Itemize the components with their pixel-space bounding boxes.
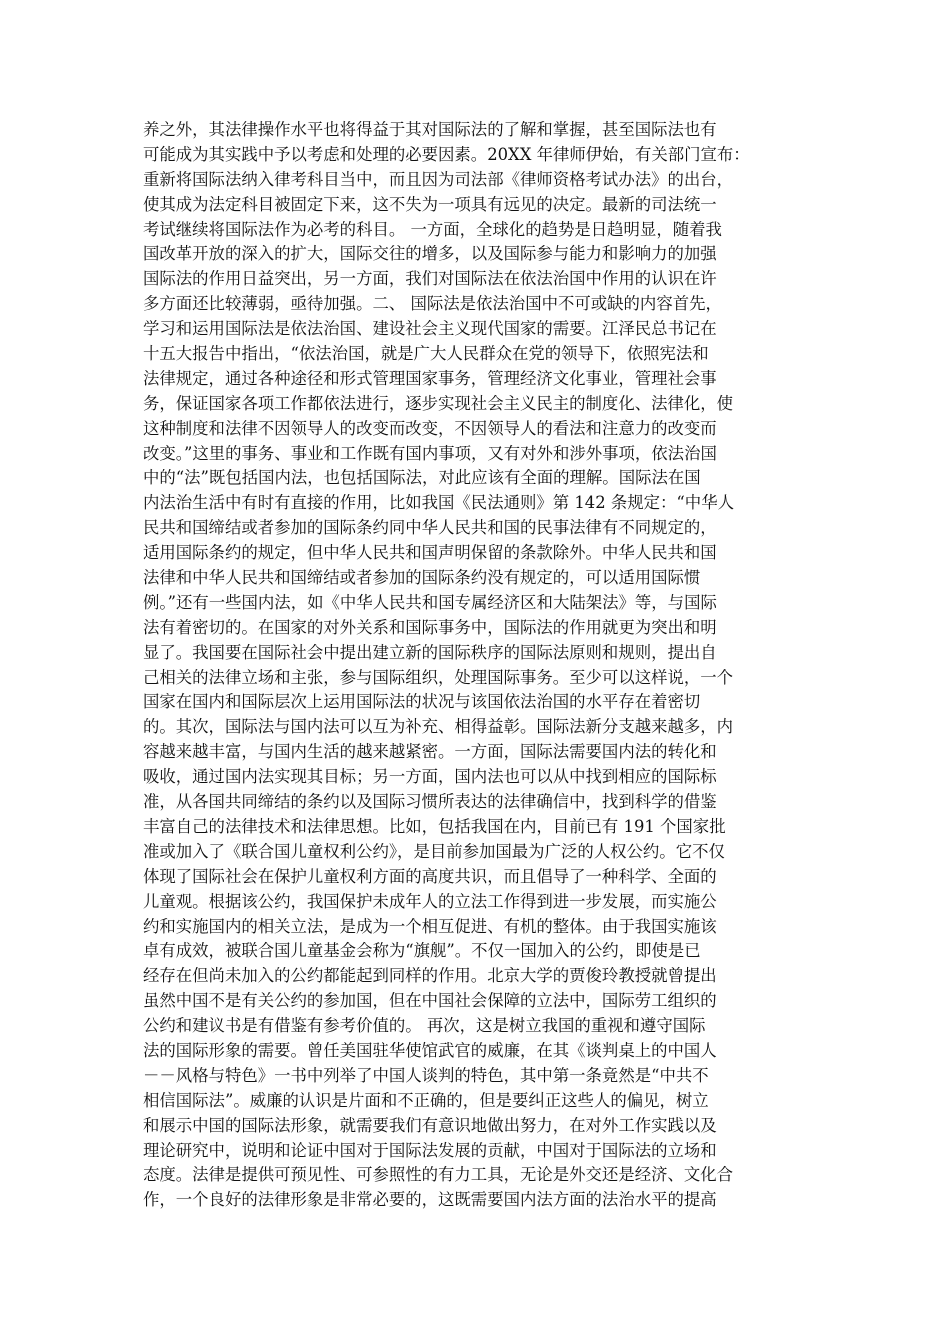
- text-line: 己相关的法律立场和主张，参与国际组织，处理国际事务。至少可以这样说，一个: [143, 667, 734, 687]
- text-line: 卓有成效，被联合国儿童基金会称为“旗舰”。不仅一国加入的公约，即使是已: [143, 941, 701, 961]
- text-line: 的。其次，国际法与国内法可以互为补充、相得益彰。国际法新分支越来越多，内: [143, 717, 734, 737]
- text-line: 吸收，通过国内法实现其目标；另一方面，国内法也可以从中找到相应的国际标: [143, 767, 717, 787]
- text-line: 和展示中国的国际法形象，就需要我们有意识地做出努力，在对外工作实践以及: [143, 1115, 717, 1135]
- text-line: 体现了国际社会在保护儿童权利方面的高度共识，而且倡导了一种科学、全面的: [143, 866, 717, 886]
- text-line: 内法治生活中有时有直接的作用，比如我国《民法通则》第 142 条规定：“中华人: [143, 493, 734, 513]
- text-line: 十五大报告中指出，“依法治国，就是广大人民群众在党的领导下，依照宪法和: [143, 344, 709, 364]
- text-line: 儿童观。根据该公约，我国保护未成年人的立法工作得到进一步发展，而实施公: [143, 891, 717, 911]
- text-line: 态度。法律是提供可预见性、可参照性的有力工具，无论是外交还是经济、文化合: [143, 1165, 734, 1185]
- text-line: 多方面还比较薄弱，亟待加强。二、 国际法是依法治国中不可或缺的内容首先，: [143, 294, 722, 314]
- text-line: 中的“法”既包括国内法，也包括国际法，对此应该有全面的理解。国际法在国: [143, 468, 701, 488]
- text-line: 务，保证国家各项工作都依法进行，逐步实现社会主义民主的制度化、法律化，使: [143, 393, 734, 413]
- text-line: 国改革开放的深入的扩大，国际交往的增多，以及国际参与能力和影响力的加强: [143, 244, 717, 264]
- text-line: －－风格与特色》一书中列举了中国人谈判的特色，其中第一条竟然是“中共不: [143, 1065, 709, 1085]
- text-line: 理论研究中，说明和论证中国对于国际法发展的贡献，中国对于国际法的立场和: [143, 1140, 717, 1160]
- text-line: 容越来越丰富，与国内生活的越来越紧密。一方面，国际法需要国内法的转化和: [143, 742, 717, 762]
- text-line: 法有着密切的。在国家的对外关系和国际事务中，国际法的作用就更为突出和明: [143, 617, 717, 637]
- text-line: 准，从各国共同缔结的条约以及国际习惯所表达的法律确信中，找到科学的借鉴: [143, 792, 717, 812]
- text-line: 法的国际形象的需要。曾任美国驻华使馆武官的威廉，在其《谈判桌上的中国人: [143, 1040, 717, 1060]
- text-line: 重新将国际法纳入律考科目当中，而且因为司法部《律师资格考试办法》的出台，: [143, 169, 734, 189]
- text-line: 法律规定，通过各种途径和形式管理国家事务，管理经济文化事业，管理社会事: [143, 368, 717, 388]
- text-line: 经存在但尚未加入的公约都能起到同样的作用。北京大学的贾俊玲教授就曾提出: [143, 966, 717, 986]
- text-line: 考试继续将国际法作为必考的科目。 一方面，全球化的趋势是日趋明显，随着我: [143, 219, 722, 239]
- text-line: 适用国际条约的规定，但中华人民共和国声明保留的条款除外。中华人民共和国: [143, 543, 717, 563]
- text-line: 丰富自己的法律技术和法律思想。比如，包括我国在内，目前已有 191 个国家批: [143, 816, 726, 836]
- text-line: 国家在国内和国际层次上运用国际法的状况与该国依法治国的水平存在着密切: [143, 692, 701, 712]
- text-line: 民共和国缔结或者参加的国际条约同中华人民共和国的民事法律有不同规定的，: [143, 518, 717, 538]
- text-line: 准或加入了《联合国儿童权利公约》，是目前参加国最为广泛的人权公约。它不仅: [143, 841, 725, 861]
- body-text: [143, 118, 815, 1213]
- text-line: 约和实施国内的相关立法，是成为一个相互促进、有机的整体。由于我国实施该: [143, 916, 717, 936]
- text-line: 学习和运用国际法是依法治国、建设社会主义现代国家的需要。江泽民总书记在: [143, 319, 717, 339]
- text-line: 国际法的作用日益突出，另一方面，我们对国际法在依法治国中作用的认识在许: [143, 269, 717, 289]
- text-line: 相信国际法”。威廉的认识是片面和不正确的，但是要纠正这些人的偏见，树立: [143, 1090, 709, 1110]
- text-line: 显了。我国要在国际社会中提出建立新的国际秩序的国际法原则和规则，提出自: [143, 642, 717, 662]
- text-line: 虽然中国不是有关公约的参加国，但在中国社会保障的立法中，国际劳工组织的: [143, 991, 717, 1011]
- text-line: 例。”还有一些国内法，如《中华人民共和国专属经济区和大陆架法》等，与国际: [143, 592, 717, 612]
- text-line: 公约和建议书是有借鉴有参考价值的。 再次，这是树立我国的重视和遵守国际: [143, 1016, 706, 1036]
- text-line: 法律和中华人民共和国缔结或者参加的国际条约没有规定的，可以适用国际惯: [143, 568, 701, 588]
- text-line: 养之外，其法律操作水平也将得益于其对国际法的了解和掌握，甚至国际法也有: [143, 120, 717, 139]
- text-line: 可能成为其实践中予以考虑和处理的必要因素。20XX 年律师伊始，有关部门宣布：: [143, 144, 750, 164]
- text-line: 使其成为法定科目被固定下来，这不失为一项具有远见的决定。最新的司法统一: [143, 194, 717, 214]
- text-line: 改变。”这里的事务、事业和工作既有国内事项，又有对外和涉外事项，依法治国: [143, 443, 717, 463]
- text-line: 作，一个良好的法律形象是非常必要的，这既需要国内法方面的法治水平的提高: [143, 1190, 717, 1210]
- text-line: 这种制度和法律不因领导人的改变而改变，不因领导人的看法和注意力的改变而: [143, 418, 717, 438]
